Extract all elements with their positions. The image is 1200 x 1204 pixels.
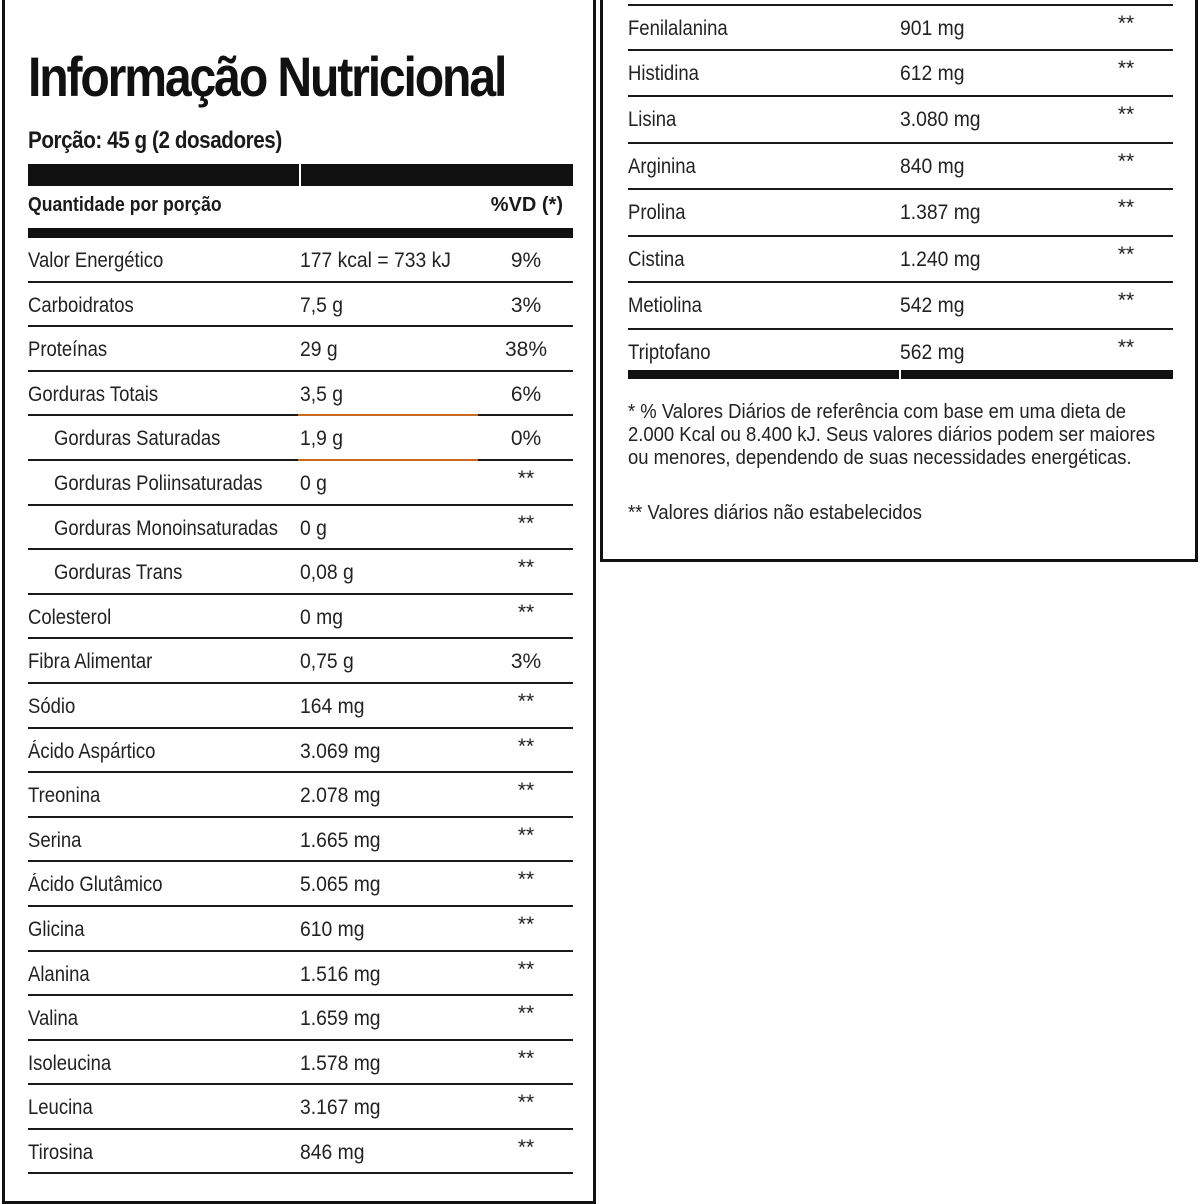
accent-line: [298, 414, 478, 416]
nutrient-daily-value: 9%: [510, 249, 542, 272]
nutrient-name: Alanina: [28, 962, 90, 986]
nutrient-amount: 1.516 mg: [300, 962, 381, 986]
table-row: [28, 327, 573, 372]
footnote-daily-values: * % Valores Diários de referência com base em uma dieta de 2.000 Kcal ou 8.400 kJ. Seus valores diários podem ser maiores ou menores, dependendo de suas necessidades energéticas.: [628, 400, 1156, 469]
nutrient-amount: 3.080 mg: [900, 108, 981, 131]
nutrient-amount: 7,5 g: [300, 293, 343, 317]
nutrient-daily-value: **: [517, 779, 535, 803]
nutrient-name: Lisina: [628, 108, 677, 131]
nutrient-name: Carboidratos: [28, 293, 134, 317]
nutrient-daily-value: **: [1117, 56, 1135, 80]
table-row: [28, 639, 573, 684]
nutrient-amount: 840 mg: [900, 154, 965, 178]
table-row: [628, 97, 1173, 144]
nutrient-name: Ácido Glutâmico: [28, 873, 163, 897]
nutrient-table-left: [28, 238, 573, 1174]
page-title: Informação Nutricional: [28, 45, 506, 108]
nutrient-name: Serina: [28, 828, 82, 852]
table-row: [28, 996, 573, 1041]
nutrient-amount: 164 mg: [300, 694, 365, 718]
nutrient-daily-value: **: [1117, 242, 1135, 266]
nutrient-daily-value: **: [517, 1091, 535, 1115]
table-row: [628, 144, 1173, 191]
table-row: [28, 862, 573, 907]
table-row: [28, 684, 573, 729]
nutrient-name: Fibra Alimentar: [28, 650, 153, 674]
nutrient-daily-value: **: [1117, 103, 1135, 126]
nutrient-name: Glicina: [28, 917, 85, 941]
table-header: [28, 194, 573, 222]
nutrient-daily-value: **: [517, 600, 535, 624]
nutrient-amount: 0 g: [300, 471, 327, 495]
nutrient-amount: 29 g: [300, 338, 338, 362]
nutrient-table-right: [628, 4, 1173, 376]
nutrient-name: Cistina: [628, 247, 685, 271]
nutrient-daily-value: **: [1117, 335, 1135, 359]
nutrient-daily-value: 3%: [510, 650, 542, 674]
nutrient-name: Valor Energético: [28, 249, 164, 272]
nutrient-amount: 2.078 mg: [300, 784, 381, 808]
nutrient-amount: 610 mg: [300, 917, 365, 941]
table-row: [28, 283, 573, 328]
table-row: [28, 550, 573, 595]
nutrient-amount: 1,9 g: [300, 427, 343, 451]
nutrient-name: Tirosina: [28, 1140, 94, 1164]
nutrient-name: Ácido Aspártico: [28, 739, 156, 763]
nutrient-name: Metiolina: [628, 294, 702, 317]
table-row: [28, 729, 573, 774]
header-divider: [28, 228, 573, 238]
nutrient-daily-value: **: [1117, 12, 1135, 35]
nutrient-amount: 0 mg: [300, 605, 343, 629]
nutrient-name: Treonina: [28, 784, 101, 808]
nutrient-name: Gorduras Monoinsaturadas: [54, 516, 278, 540]
quantity-header: Quantidade por porção: [28, 194, 222, 216]
nutrient-amount: 612 mg: [900, 61, 965, 85]
table-row: [28, 1130, 573, 1175]
table-row: [628, 237, 1173, 284]
nutrient-name: Colesterol: [28, 605, 112, 629]
table-end-bar: [628, 370, 1173, 379]
nutrient-name: Gorduras Totais: [28, 382, 159, 406]
nutrient-daily-value: **: [517, 466, 535, 490]
nutrient-daily-value: **: [517, 689, 535, 713]
nutrient-daily-value: **: [1117, 149, 1135, 173]
table-row: [28, 595, 573, 640]
table-row: [28, 952, 573, 997]
table-row: [28, 372, 573, 417]
nutrient-name: Isoleucina: [28, 1051, 112, 1075]
nutrient-name: Gorduras Poliinsaturadas: [54, 471, 263, 495]
table-row: [28, 818, 573, 863]
nutrient-daily-value: 6%: [510, 382, 542, 406]
nutrient-daily-value: 38%: [504, 338, 548, 362]
nutrient-name: Arginina: [628, 154, 696, 178]
nutrient-name: Fenilalanina: [628, 17, 728, 40]
nutrient-daily-value: **: [517, 1135, 535, 1159]
nutrient-name: Gorduras Trans: [54, 561, 183, 585]
nutrient-amount: 901 mg: [900, 17, 965, 40]
table-row: [628, 190, 1173, 237]
nutrient-daily-value: **: [1117, 289, 1135, 312]
nutrient-daily-value: **: [517, 957, 535, 981]
nutrient-name: Gorduras Saturadas: [54, 427, 221, 451]
vd-header: %VD (*): [490, 194, 563, 216]
nutrient-daily-value: 3%: [510, 293, 542, 317]
table-row: [28, 506, 573, 551]
footnote-not-established: ** Valores diários não estabelecidos: [628, 501, 923, 524]
nutrient-daily-value: 0%: [510, 427, 542, 451]
nutrient-name: Valina: [28, 1007, 79, 1031]
table-row: [28, 416, 573, 461]
nutrient-name: Prolina: [628, 201, 686, 224]
nutrient-name: Histidina: [628, 61, 699, 85]
nutrient-name: Proteínas: [28, 338, 108, 362]
nutrient-name: Leucina: [28, 1096, 93, 1120]
nutrient-amount: 562 mg: [900, 340, 965, 364]
table-row: [28, 1041, 573, 1086]
nutrient-amount: 5.065 mg: [300, 873, 381, 897]
table-row: [28, 907, 573, 952]
table-row: [28, 1085, 573, 1130]
nutrient-amount: 0 g: [300, 516, 327, 540]
nutrient-amount: 1.578 mg: [300, 1051, 381, 1075]
nutrient-amount: 3,5 g: [300, 382, 343, 406]
nutrient-amount: 1.659 mg: [300, 1007, 381, 1031]
table-row: [628, 51, 1173, 98]
nutrient-daily-value: **: [517, 556, 535, 580]
nutrient-amount: 3.167 mg: [300, 1096, 381, 1120]
nutrient-name: Sódio: [28, 694, 76, 718]
table-row: [28, 461, 573, 506]
nutrient-amount: 1.665 mg: [300, 828, 381, 852]
nutrient-amount: 0,08 g: [300, 561, 354, 585]
nutrient-name: Triptofano: [628, 340, 711, 364]
nutrient-daily-value: **: [517, 868, 535, 892]
header-bar: [28, 164, 573, 186]
nutrient-amount: 177 kcal = 733 kJ: [300, 249, 451, 272]
nutrient-daily-value: **: [517, 912, 535, 936]
nutrient-daily-value: **: [517, 1046, 535, 1070]
table-row: [628, 4, 1173, 51]
nutrient-daily-value: **: [1117, 196, 1135, 219]
nutrient-amount: 3.069 mg: [300, 739, 381, 763]
nutrient-daily-value: **: [517, 734, 535, 758]
table-row: [28, 773, 573, 818]
nutrient-daily-value: **: [517, 1002, 535, 1026]
nutrient-daily-value: **: [517, 823, 535, 847]
nutrient-amount: 1.387 mg: [900, 201, 981, 224]
nutrient-amount: 846 mg: [300, 1140, 365, 1164]
nutrient-amount: 542 mg: [900, 294, 965, 317]
table-row: [628, 283, 1173, 330]
nutrient-amount: 0,75 g: [300, 650, 354, 674]
table-row: [28, 238, 573, 283]
nutrient-daily-value: **: [517, 511, 535, 535]
nutrient-amount: 1.240 mg: [900, 247, 981, 271]
portion-size: Porção: 45 g (2 dosadores): [28, 127, 282, 154]
